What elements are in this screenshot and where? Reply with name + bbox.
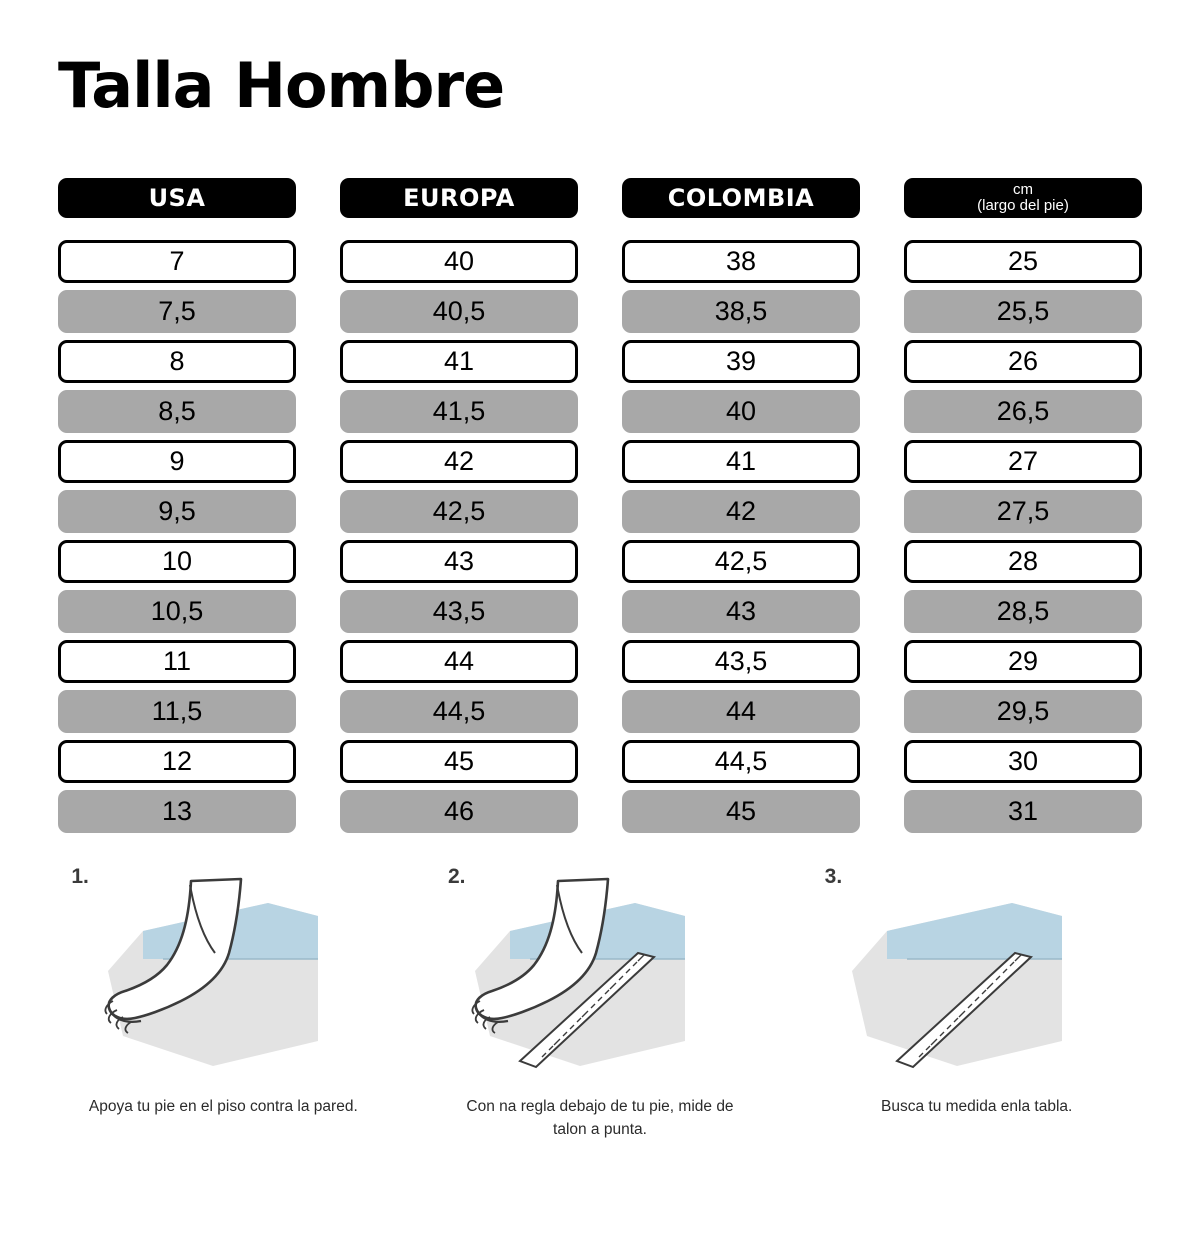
size-cell: 11 <box>58 640 296 683</box>
step-number: 2. <box>448 865 466 889</box>
size-cell: 28 <box>904 540 1142 583</box>
ruler-under-foot-illustration <box>440 861 760 1086</box>
size-cell: 42,5 <box>622 540 860 583</box>
column-header-usa <box>58 178 296 218</box>
foot-against-wall-illustration <box>63 861 383 1086</box>
size-cell: 25,5 <box>904 290 1142 333</box>
size-cell: 27,5 <box>904 490 1142 533</box>
size-cell: 12 <box>58 740 296 783</box>
instruction-step-1 <box>40 861 407 1141</box>
size-cells-cm <box>896 240 1150 833</box>
column-header-europa-label: EUROPA <box>403 184 515 213</box>
size-cell: 40,5 <box>340 290 578 333</box>
size-column-cm <box>896 178 1150 833</box>
size-cell: 25 <box>904 240 1142 283</box>
size-cell: 43,5 <box>340 590 578 633</box>
size-cell: 40 <box>340 240 578 283</box>
size-cell: 26 <box>904 340 1142 383</box>
size-cell: 9 <box>58 440 296 483</box>
step-1-svg <box>63 861 383 1086</box>
size-cell: 27 <box>904 440 1142 483</box>
size-cells-europa <box>332 240 586 833</box>
size-cell: 44,5 <box>622 740 860 783</box>
find-measure-illustration <box>817 861 1137 1086</box>
step-number: 1. <box>71 865 89 889</box>
step-caption: Apoya tu pie en el piso contra la pared. <box>88 1098 358 1116</box>
size-cell: 44 <box>622 690 860 733</box>
instruction-step-2 <box>417 861 784 1141</box>
size-cell: 43 <box>340 540 578 583</box>
size-cell: 46 <box>340 790 578 833</box>
size-cell: 42 <box>622 490 860 533</box>
size-column-usa <box>50 178 304 833</box>
size-cell: 30 <box>904 740 1142 783</box>
size-cell: 11,5 <box>58 690 296 733</box>
page-title: Talla Hombre <box>58 48 505 122</box>
size-cell: 39 <box>622 340 860 383</box>
column-header-europa <box>340 178 578 218</box>
size-cell: 43 <box>622 590 860 633</box>
size-cell: 13 <box>58 790 296 833</box>
size-cell: 31 <box>904 790 1142 833</box>
step-caption: Busca tu medida enla tabla. <box>881 1098 1073 1116</box>
size-cell: 8 <box>58 340 296 383</box>
size-cells-usa <box>50 240 304 833</box>
size-cell: 42 <box>340 440 578 483</box>
size-cell: 8,5 <box>58 390 296 433</box>
column-header-colombia-label: COLOMBIA <box>667 184 815 213</box>
size-cell: 10,5 <box>58 590 296 633</box>
size-table <box>0 162 1200 833</box>
size-cell: 41 <box>622 440 860 483</box>
size-cell: 44,5 <box>340 690 578 733</box>
size-cell: 10 <box>58 540 296 583</box>
instruction-step-3 <box>793 861 1160 1141</box>
column-header-cm <box>904 178 1142 218</box>
column-header-cm-sublabel: (largo del pie) <box>977 197 1069 215</box>
size-cell: 7,5 <box>58 290 296 333</box>
step-3-svg <box>817 861 1137 1086</box>
size-cell: 29 <box>904 640 1142 683</box>
size-cell: 9,5 <box>58 490 296 533</box>
column-header-usa-label: USA <box>148 184 206 213</box>
size-cell: 44 <box>340 640 578 683</box>
column-header-cm-label: cm <box>1013 180 1033 198</box>
step-number: 3. <box>824 865 843 889</box>
column-header-colombia <box>622 178 860 218</box>
measuring-instructions <box>0 833 1200 1141</box>
size-cell: 41,5 <box>340 390 578 433</box>
size-cell: 28,5 <box>904 590 1142 633</box>
size-cell: 40 <box>622 390 860 433</box>
size-cells-colombia <box>614 240 868 833</box>
size-cell: 45 <box>622 790 860 833</box>
size-cell: 38,5 <box>622 290 860 333</box>
size-cell: 41 <box>340 340 578 383</box>
size-cell: 38 <box>622 240 860 283</box>
step-caption: Con na regla debajo de tu pie, mide de talon a punta. <box>466 1098 734 1138</box>
size-cell: 43,5 <box>622 640 860 683</box>
size-cell: 29,5 <box>904 690 1142 733</box>
size-cell: 42,5 <box>340 490 578 533</box>
size-cell: 26,5 <box>904 390 1142 433</box>
size-column-colombia <box>614 178 868 833</box>
size-cell: 7 <box>58 240 296 283</box>
size-column-europa <box>332 178 586 833</box>
step-2-svg <box>440 861 760 1086</box>
size-cell: 45 <box>340 740 578 783</box>
